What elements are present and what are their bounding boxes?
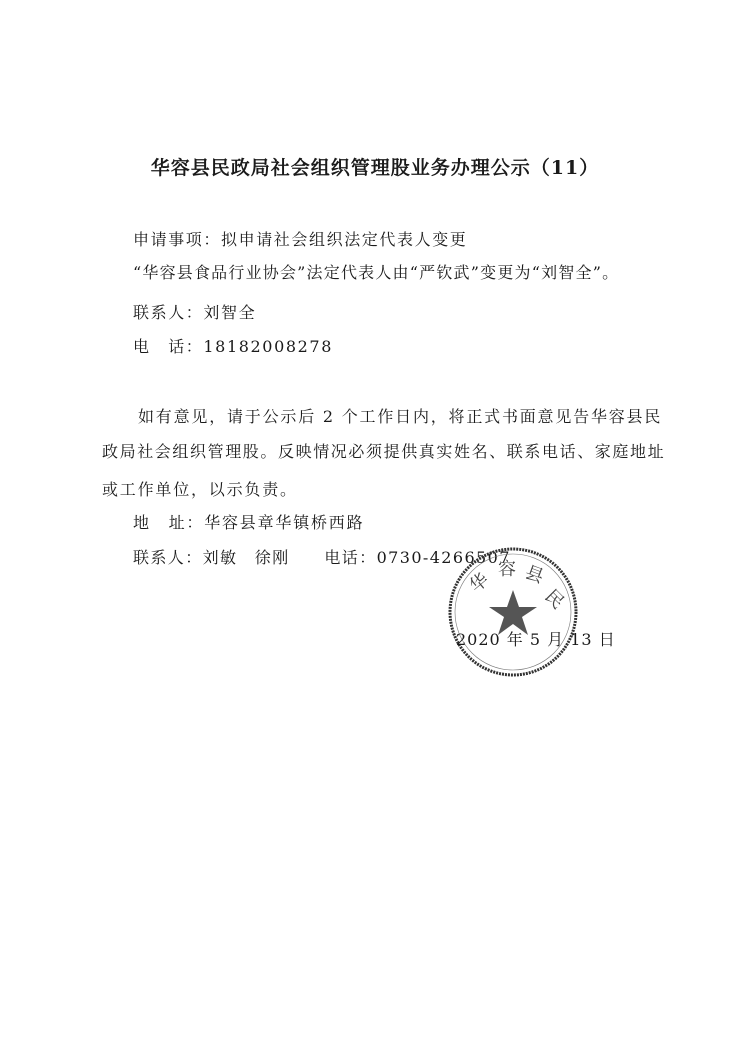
application-detail: “华容县食品行业协会”法定代表人由“严钦武”变更为“刘智全”。 — [133, 263, 620, 282]
svg-text:容: 容 — [498, 559, 516, 580]
application-item: 申请事项：拟申请社会组织法定代表人变更 — [133, 230, 468, 249]
notice-line: 或工作单位，以示负责。 — [102, 480, 298, 499]
svg-text:县: 县 — [522, 561, 547, 588]
svg-text:民: 民 — [540, 585, 569, 614]
application-phone: 电 话：18182008278 — [133, 337, 333, 356]
official-seal-icon — [446, 545, 580, 679]
notice-line: 政局社会组织管理股。反映情况必须提供真实姓名、联系电话、家庭地址 — [102, 442, 666, 461]
contacts: 联系人：刘敏 徐刚 电话：0730-4266507 — [133, 548, 511, 567]
notice-line: 如有意见，请于公示后 2 个工作日内，将正式书面意见告华容县民 — [138, 407, 663, 426]
application-contact: 联系人：刘智全 — [133, 303, 257, 322]
date: 2020 年 5 月 13 日 — [456, 630, 616, 649]
svg-text:华: 华 — [465, 569, 494, 597]
address: 地 址：华容县章华镇桥西路 — [133, 513, 365, 532]
page-title: 华容县民政局社会组织管理股业务办理公示（11） — [150, 157, 600, 179]
